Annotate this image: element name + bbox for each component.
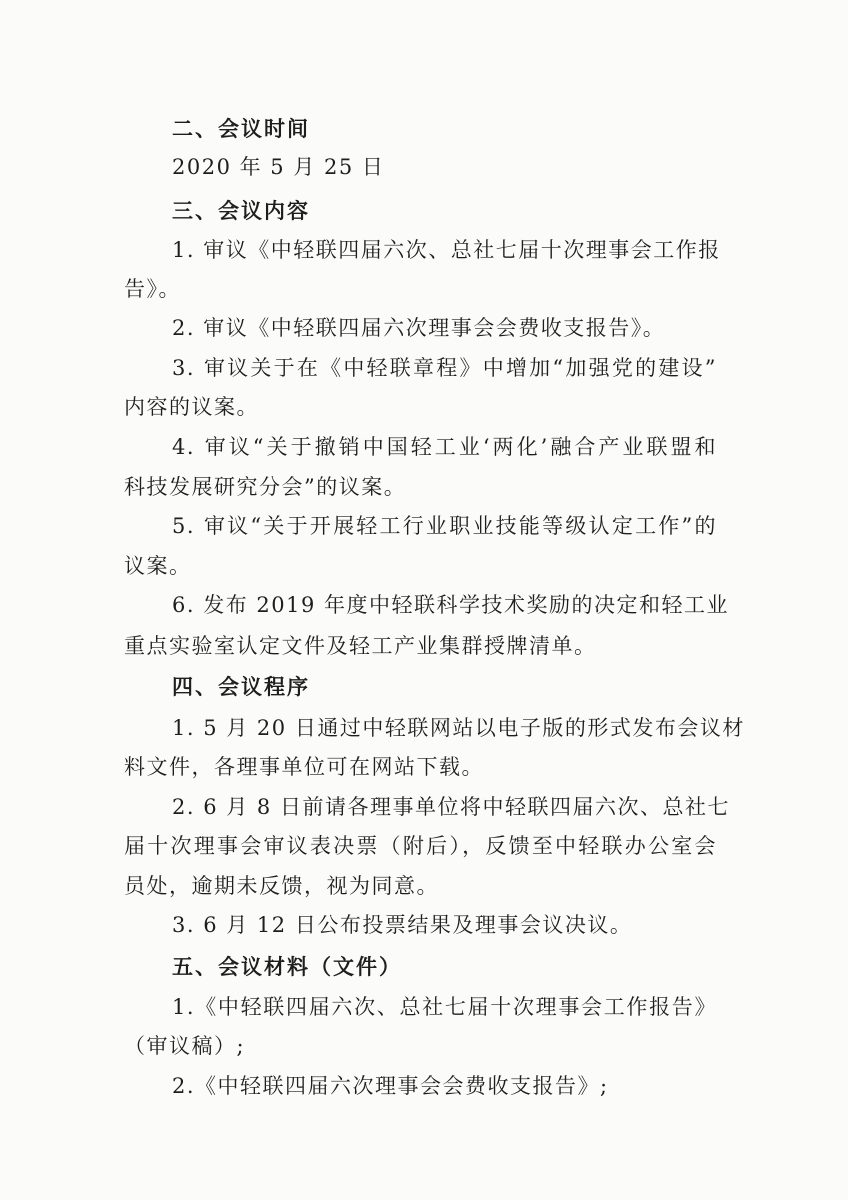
- content-item-6-line-1: 6. 发布 2019 年度中轻联科学技术奖励的决定和轻工业: [172, 593, 730, 617]
- meeting-date: 2020 年 5 月 25 日: [172, 155, 385, 179]
- content-item-2: 2. 审议《中轻联四届六次理事会会费收支报告》。: [172, 316, 666, 340]
- content-item-3-line-1: 3. 审议关于在《中轻联章程》中增加“加强党的建设”: [172, 356, 717, 380]
- procedure-item-2-line-3: 员处，逾期未反馈，视为同意。: [124, 874, 439, 898]
- heading-meeting-materials: 五、会议材料（文件）: [172, 955, 402, 979]
- content-item-3-line-2: 内容的议案。: [124, 395, 259, 419]
- procedure-item-1-line-1: 1. 5 月 20 日通过中轻联网站以电子版的形式发布会议材: [172, 716, 745, 740]
- materials-item-1-line-2: （审议稿）;: [124, 1034, 246, 1058]
- procedure-item-2-line-1: 2. 6 月 8 日前请各理事单位将中轻联四届六次、总社七: [172, 795, 730, 819]
- procedure-item-2-line-2: 届十次理事会审议表决票（附后），反馈至中轻联办公室会: [124, 834, 717, 858]
- heading-meeting-content: 三、会议内容: [172, 199, 310, 223]
- content-item-4-line-2: 科技发展研究分会”的议案。: [124, 475, 407, 499]
- materials-item-2: 2.《中轻联四届六次理事会会费收支报告》;: [172, 1074, 609, 1098]
- materials-item-1-line-1: 1.《中轻联四届六次、总社七届十次理事会工作报告》: [172, 995, 717, 1019]
- procedure-item-1-line-2: 料文件，各理事单位可在网站下载。: [124, 755, 484, 779]
- content-item-1-line-1: 1. 审议《中轻联四届六次、总社七届十次理事会工作报: [172, 238, 721, 262]
- content-item-1-line-2: 告》。: [124, 277, 181, 301]
- content-item-4-line-1: 4. 审议“关于撤销中国轻工业‘两化’融合产业联盟和: [172, 435, 717, 459]
- heading-meeting-procedure: 四、会议程序: [172, 675, 310, 699]
- content-item-5-line-2: 议案。: [124, 554, 192, 578]
- procedure-item-3: 3. 6 月 12 日公布投票结果及理事会议决议。: [172, 913, 633, 937]
- content-item-5-line-1: 5. 审议“关于开展轻工行业职业技能等级认定工作”的: [172, 514, 717, 538]
- heading-meeting-time: 二、会议时间: [172, 117, 310, 141]
- content-item-6-line-2: 重点实验室认定文件及轻工产业集群授牌清单。: [124, 634, 597, 658]
